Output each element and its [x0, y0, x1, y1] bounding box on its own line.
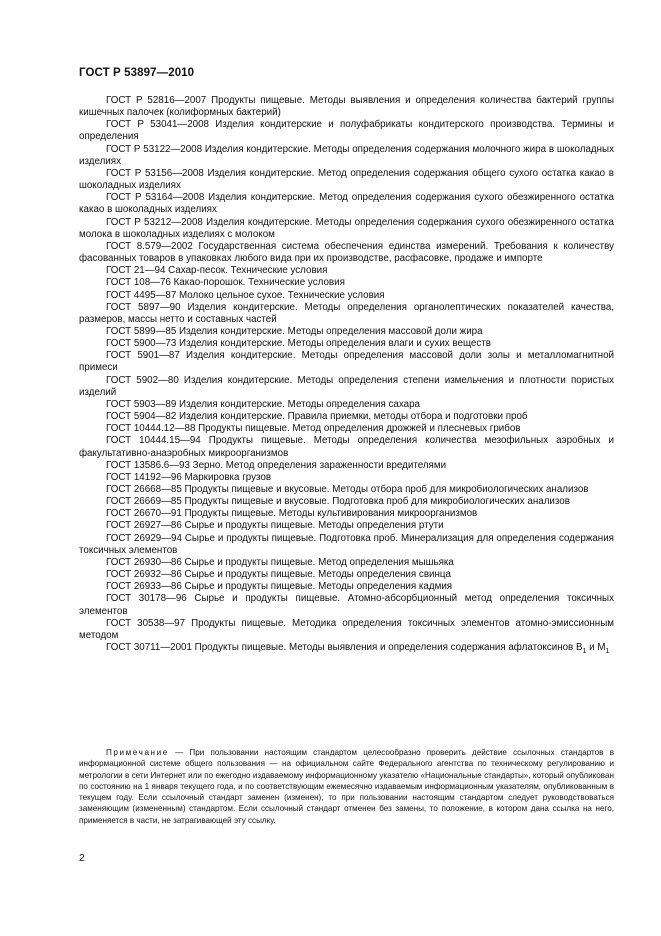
page-number: 2: [79, 852, 85, 864]
reference-item: ГОСТ 26930—86 Сырье и продукты пищевые. Метод определения мышьяка: [106, 556, 454, 568]
note-text: — При пользовании настоящим стандартом целесообразно проверить действие ссылочных стандартов в информационной системе общего пользования — на официальном сайте Федерального агентства по техническому регулированию и метрологии в сети Интернет или по ежегодно издаваемому информационному указателю «Национальные стандарты», который опубликован по состоянию на 1 января текущего года, и по соответствующим ежемесячно издаваемым информационным указателям, опубликованным в текущем году. Если ссылочный стандарт заменен (изменен), то при пользовании настоящим стандартом следует руководствоваться заменяющим (измененным) стандартом. Если ссылочный стандарт отменен без замены, то положение, в котором дана ссылка на него, применяется в части, не затрагивающей эту ссылку.: [79, 748, 614, 825]
reference-item: ГОСТ 5903—89 Изделия кондитерские. Методы определения сахара: [106, 398, 420, 410]
reference-item: ГОСТ 30178—96 Сырье и продукты пищевые. Атомно-абсорбционный метод определения токсичных элементов: [79, 593, 614, 617]
subscript: 1: [582, 647, 587, 655]
reference-item: ГОСТ 4495—87 Молоко цельное сухое. Технические условия: [106, 289, 385, 301]
subscript: 1: [605, 647, 610, 655]
reference-item-aflatoxins: [79, 642, 614, 654]
reference-text-and: и М: [586, 642, 606, 654]
reference-text: ГОСТ 30711—2001 Продукты пищевые. Методы выявления и определения содержания афлатоксинов В: [106, 642, 583, 654]
reference-item: ГОСТ Р 53122—2008 Изделия кондитерские. Методы определения содержания молочного жира в шоколадных изделиях: [79, 143, 614, 167]
reference-item: ГОСТ Р 52816—2007 Продукты пищевые. Методы выявления и определения количества бактерий группы кишечных палочек (колиформных бактерий): [79, 95, 614, 119]
reference-item: ГОСТ 10444.15—94 Продукты пищевые. Методы определения количества мезофильных аэробных и факультативно-анаэробных микроорганизмов: [79, 435, 614, 459]
reference-item: ГОСТ 26668—85 Продукты пищевые и вкусовые. Методы отбора проб для микробиологических анализов: [106, 484, 589, 495]
reference-item: ГОСТ Р 53164—2008 Изделия кондитерские. Метод определения содержания сухого обезжиренного остатка какао в шоколадных изделиях: [79, 192, 614, 216]
reference-item: ГОСТ 5900—73 Изделия кондитерские. Методы определения влаги и сухих веществ: [106, 338, 491, 350]
reference-item: ГОСТ 10444.12—88 Продукты пищевые. Метод определения дрожжей и плесневых грибов: [106, 423, 521, 435]
reference-item: ГОСТ 5901—87 Изделия кондитерские. Методы определения массовой доли золы и металломагнитной примеси: [79, 350, 614, 374]
reference-item: ГОСТ 5899—85 Изделия кондитерские. Методы определения массовой доли жира: [106, 325, 483, 337]
page-header: ГОСТ Р 53897—2010: [79, 67, 195, 79]
reference-item: ГОСТ 5897—90 Изделия кондитерские. Методы определения органолептических показателей качества, размеров, массы нетто и составных частей: [79, 301, 614, 325]
reference-item: ГОСТ 26933—86 Сырье и продукты пищевые. Методы определения кадмия: [106, 581, 453, 593]
reference-item: ГОСТ Р 53212—2008 Изделия кондитерские. Методы определения содержания сухого обезжиренного остатка молока в шоколадных изделиях с молоком: [79, 216, 614, 240]
reference-item: ГОСТ 14192—96 Маркировка грузов: [106, 471, 272, 483]
note-label: Примечание: [106, 748, 169, 757]
normative-references: [79, 95, 614, 654]
reference-item: ГОСТ 5904—82 Изделия кондитерские. Правила приемки, методы отбора и подготовки проб: [106, 411, 528, 423]
reference-item: ГОСТ Р 53041—2008 Изделия кондитерские и полуфабрикаты кондитерского производства. Термины и определения: [79, 119, 614, 143]
reference-item: ГОСТ Р 53156—2008 Изделия кондитерские. Метод определения содержания общего сухого остатка какао в шоколадных изделиях: [79, 167, 614, 192]
reference-item: ГОСТ 108—76 Какао-порошок. Технические условия: [106, 277, 345, 289]
reference-item: ГОСТ 26932—86 Сырье и продукты пищевые. Методы определения свинца: [106, 569, 451, 581]
reference-item: ГОСТ 5902—80 Изделия кондитерские. Методы определения степени измельчения и плотности пористых изделий: [79, 374, 614, 398]
reference-item: ГОСТ 26669—85 Продукты пищевые и вкусовые. Подготовка проб для микробиологических анализов: [106, 496, 570, 508]
reference-item: ГОСТ 30538—97 Продукты пищевые. Методика определения токсичных элементов атомно-эмиссионным методом: [79, 617, 614, 641]
reference-item: ГОСТ 21—94 Сахар-песок. Технические условия: [106, 265, 328, 277]
reference-item: ГОСТ 8.579—2002 Государственная система обеспечения единства измерений. Требования к количеству фасованных товаров в упаковках любого вида при их производстве, расфасовке, продаже и импорте: [79, 240, 614, 265]
reference-item: ГОСТ 13586.6—93 Зерно. Метод определения зараженности вредителями: [106, 459, 447, 471]
reference-item: ГОСТ 26929—94 Сырье и продукты пищевые. Подготовка проб. Минерализация для определения содержания токсичных элементов: [79, 532, 614, 556]
note-paragraph: [79, 747, 614, 826]
reference-item: ГОСТ 26670—91 Продукты пищевые. Методы культивирования микроорганизмов: [106, 508, 478, 520]
reference-item: ГОСТ 26927—86 Сырье и продукты пищевые. Методы определения ртути: [106, 520, 444, 532]
